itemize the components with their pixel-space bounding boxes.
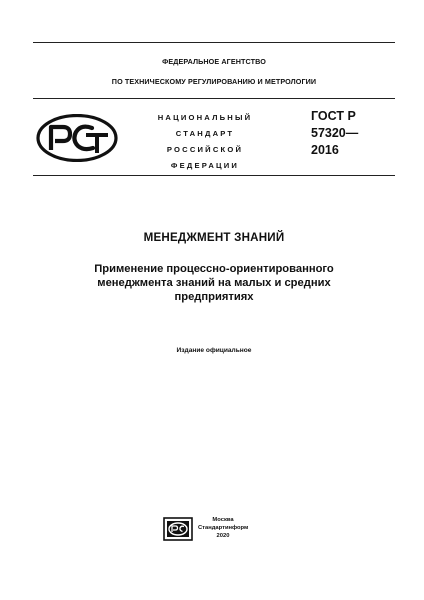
- document-subtitle: [33, 262, 395, 304]
- bottom-divider: [33, 175, 395, 176]
- national-standard-line: НАЦИОНАЛЬНЫЙ: [157, 113, 253, 122]
- standard-designation: [311, 108, 358, 159]
- designation-line-3: 2016: [311, 143, 339, 157]
- national-standard-line: СТАНДАРТ: [175, 129, 235, 138]
- rst-certification-logo-icon: [36, 114, 118, 162]
- national-standard-block: [145, 110, 265, 174]
- header-divider: [33, 98, 395, 99]
- subtitle-line: Применение процессно-ориентированного: [94, 263, 334, 275]
- standartinform-logo-icon: [163, 517, 193, 541]
- publisher-name: Стандартинформ: [198, 525, 249, 532]
- edition-label: Издание официальное: [176, 347, 252, 354]
- publisher-year: 2020: [216, 533, 230, 540]
- subtitle-line: менеджмента знаний на малых и средних: [97, 277, 331, 289]
- publisher-city: Москва: [212, 517, 234, 523]
- designation-line-1: ГОСТ Р: [311, 109, 356, 123]
- subtitle-line: предприятиях: [174, 291, 254, 303]
- agency-line-1: ФЕДЕРАЛЬНОЕ АГЕНТСТВО: [162, 57, 266, 66]
- designation-line-2: 57320—: [311, 126, 359, 140]
- national-standard-line: РОССИЙСКОЙ: [166, 145, 244, 154]
- document-title: МЕНЕДЖМЕНТ ЗНАНИЙ: [143, 231, 285, 244]
- top-divider: [33, 42, 395, 43]
- agency-line-2: ПО ТЕХНИЧЕСКОМУ РЕГУЛИРОВАНИЮ И МЕТРОЛОГИИ: [111, 77, 317, 86]
- national-standard-line: ФЕДЕРАЦИИ: [170, 161, 240, 170]
- publisher-imprint: [198, 516, 248, 541]
